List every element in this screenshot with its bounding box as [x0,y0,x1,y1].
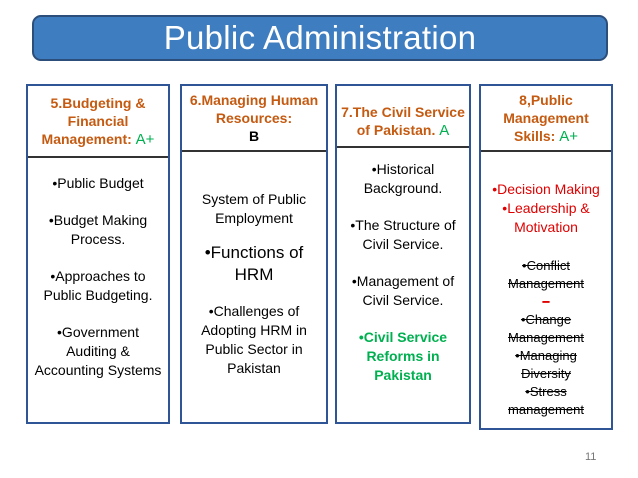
card-header [182,86,326,152]
grade-label: A+ [559,127,578,145]
list-item: •Approaches to [50,268,146,284]
list-item: •Stress [525,384,567,399]
list-item: management [508,402,584,417]
card-heading-line: Financial [67,112,129,129]
card-human-resources [180,84,328,424]
list-item: Reforms in [366,348,440,364]
card-heading-line: 6.Managing Human [189,92,319,108]
card-heading-line: Resources: [215,110,293,126]
card-heading-line: 7.The Civil Service [341,103,465,120]
grade-label: A+ [135,130,155,148]
list-item: •Historical [371,161,435,177]
card-heading-line: Management [503,109,589,126]
card-content [28,174,168,380]
list-item: Public Sector in [205,341,303,357]
list-item: •Public Budget [52,175,144,191]
card-content [182,190,326,378]
list-item: System of Public [201,191,307,207]
grade-label: B [248,128,260,144]
card-header [481,86,611,152]
card-header [28,86,168,158]
list-item: Background. [363,180,443,196]
card-content [337,160,469,385]
card-heading-line: 8,Public [519,91,573,108]
card-header [337,86,469,148]
list-item: – [542,294,550,309]
page-number: 11 [585,451,597,463]
list-item: •Government [57,324,139,340]
list-item: Diversity [521,366,571,381]
title-banner [32,15,608,61]
card-heading-line: of Pakistan. [356,121,436,138]
card-budgeting [26,84,170,424]
list-item: •Functions of [204,243,304,262]
list-item: Adopting HRM in [201,322,307,338]
list-item: Auditing & [66,343,130,359]
list-item: Accounting Systems [34,362,162,378]
card-content [481,180,611,419]
list-item: Motivation [514,219,578,235]
list-item: •Civil Service [358,329,448,345]
list-item: Management [508,276,584,291]
card-heading-line: Skills: [514,127,556,144]
list-item: Civil Service. [362,292,444,308]
list-item: Process. [70,231,126,247]
list-item: Management [508,330,584,345]
list-item: Public Budgeting. [43,287,153,303]
list-item: •The Structure of [350,217,456,233]
list-item: •Decision Making [492,181,600,197]
card-management-skills [479,84,613,430]
list-item: •Managing [515,348,577,363]
list-item: HRM [234,265,274,284]
list-item: Pakistan [227,360,281,376]
list-item: •Management of [351,273,455,289]
card-civil-service [335,84,471,424]
list-item: Civil Service. [362,236,444,252]
list-item: •Challenges of [208,303,300,319]
list-item: •Change [520,312,572,327]
card-heading-line: 5.Budgeting & [50,94,146,111]
list-item: •Budget Making [48,212,148,228]
list-item: •Leadership & [502,200,590,216]
page-title: Public Administration [163,19,477,56]
list-item: Employment [215,210,293,226]
list-item: •Conflict [522,258,570,273]
card-heading-line: Management: [41,130,132,147]
grade-label: A [439,121,450,139]
list-item: Pakistan [374,367,432,383]
